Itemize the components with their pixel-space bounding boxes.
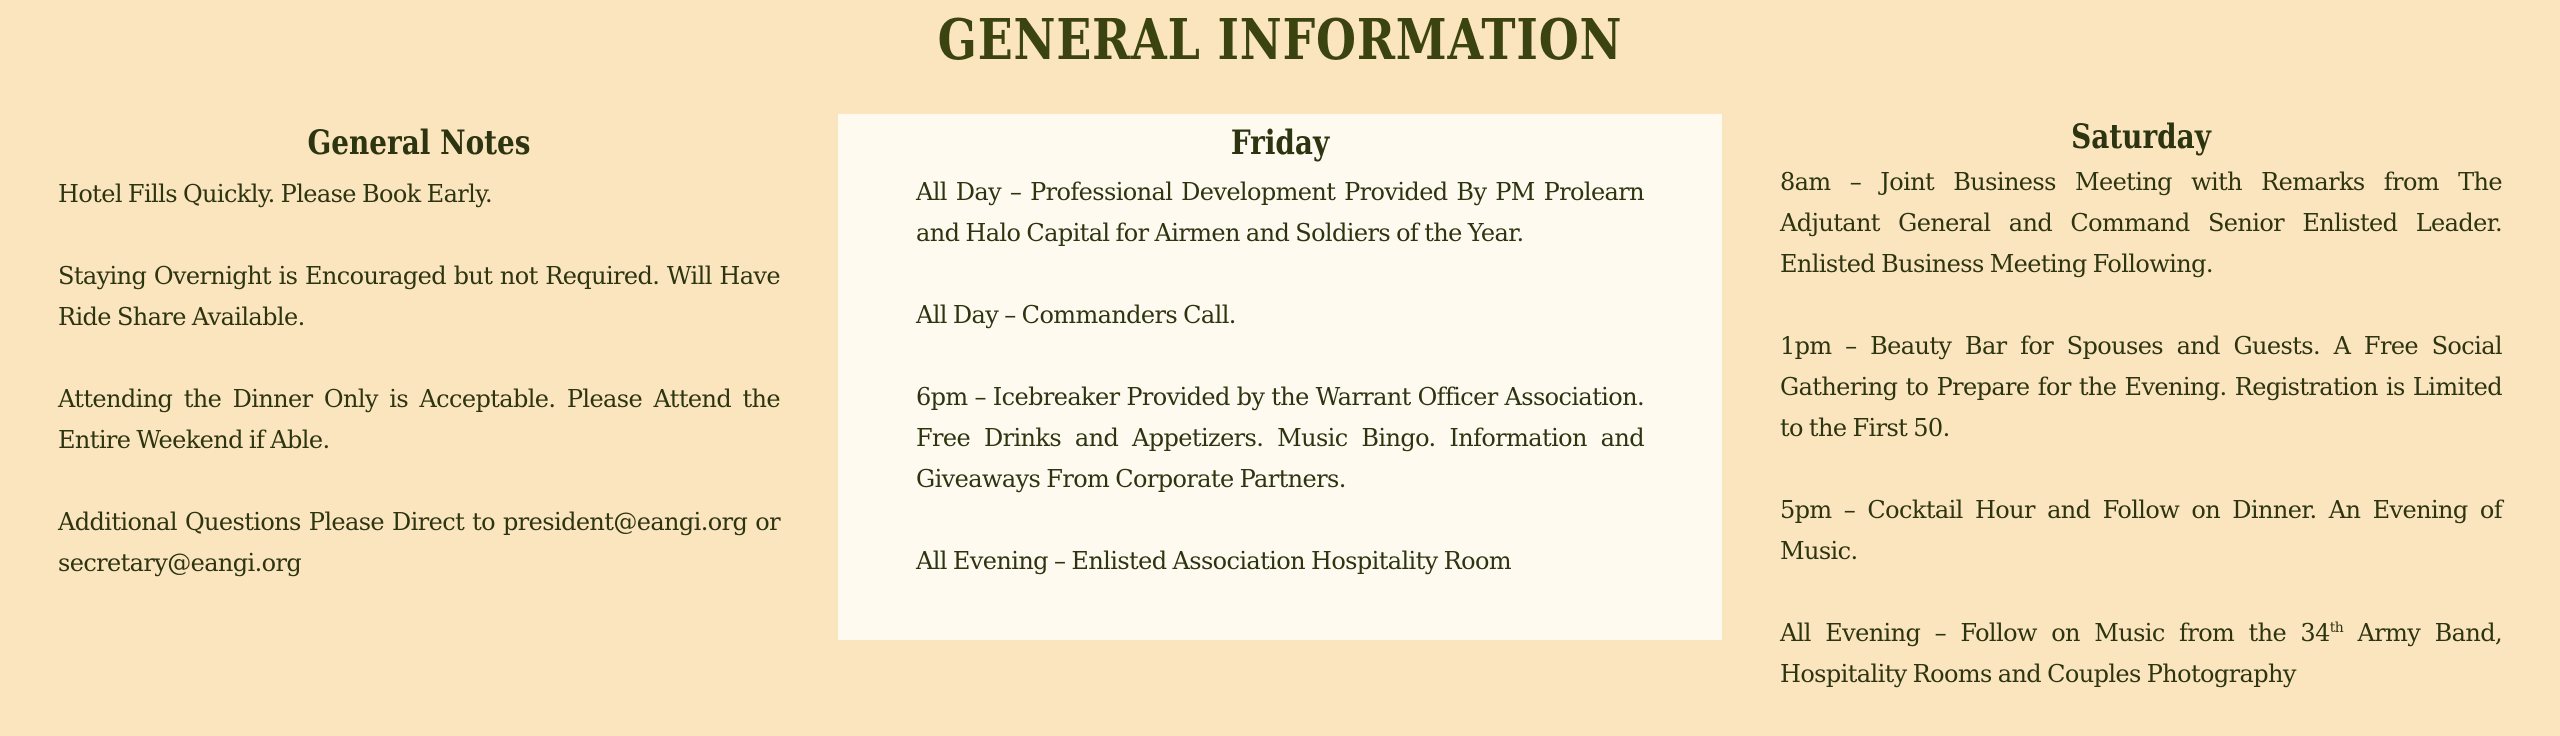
saturday-column — [1722, 112, 2560, 736]
friday-schedule-item: 6pm – Icebreaker Provided by the Warrant Officer Association. Free Drinks and Appetizers. Music Bingo. Information and Giveaways From Corporate Partners. — [916, 383, 1644, 493]
saturday-last-entry-text: All Evening – Follow on Music from the 34 — [1780, 619, 2330, 647]
general-note-item: Attending the Dinner Only is Acceptable. Please Attend the Entire Weekend if Able. — [58, 385, 780, 454]
ordinal-suffix: th — [2329, 620, 2344, 636]
saturday-schedule-item: 5pm – Cocktail Hour and Follow on Dinner. An Evening of Music. — [1780, 496, 2502, 565]
saturday-schedule-list — [1780, 162, 2502, 695]
general-notes-column — [0, 112, 838, 625]
general-note-item: Additional Questions Please Direct to president@eangi.org or secretary@eangi.org — [58, 508, 780, 577]
page-title: GENERAL INFORMATION — [937, 7, 1623, 73]
saturday-schedule-item — [1780, 613, 2502, 695]
saturday-heading: Saturday — [2071, 117, 2211, 157]
friday-schedule-item: All Day – Commanders Call. — [916, 301, 1236, 329]
saturday-last-entry-text-continued: Army Band, Hospitality Rooms and Couples Photography — [1780, 619, 2502, 688]
general-note-item: Hotel Fills Quickly. Please Book Early. — [58, 180, 493, 208]
friday-schedule-item: All Day – Professional Development Provided By PM Prolearn and Halo Capital for Airmen and Soldiers of the Year. — [916, 178, 1644, 247]
friday-column — [838, 114, 1722, 640]
general-note-item: Staying Overnight is Encouraged but not Required. Will Have Ride Share Available. — [58, 262, 780, 331]
saturday-schedule-item: 8am – Joint Business Meeting with Remarks from The Adjutant General and Command Senior Enlisted Leader. Enlisted Business Meeting Following. — [1780, 168, 2502, 278]
general-notes-list — [58, 174, 780, 584]
friday-schedule-item: All Evening – Enlisted Association Hospitality Room — [916, 547, 1511, 575]
friday-heading: Friday — [1230, 123, 1330, 163]
general-notes-heading: General Notes — [307, 123, 531, 163]
friday-schedule-list — [916, 172, 1644, 582]
saturday-schedule-item: 1pm – Beauty Bar for Spouses and Guests. A Free Social Gathering to Prepare for the Evening. Registration is Limited to the First 50. — [1780, 332, 2502, 442]
